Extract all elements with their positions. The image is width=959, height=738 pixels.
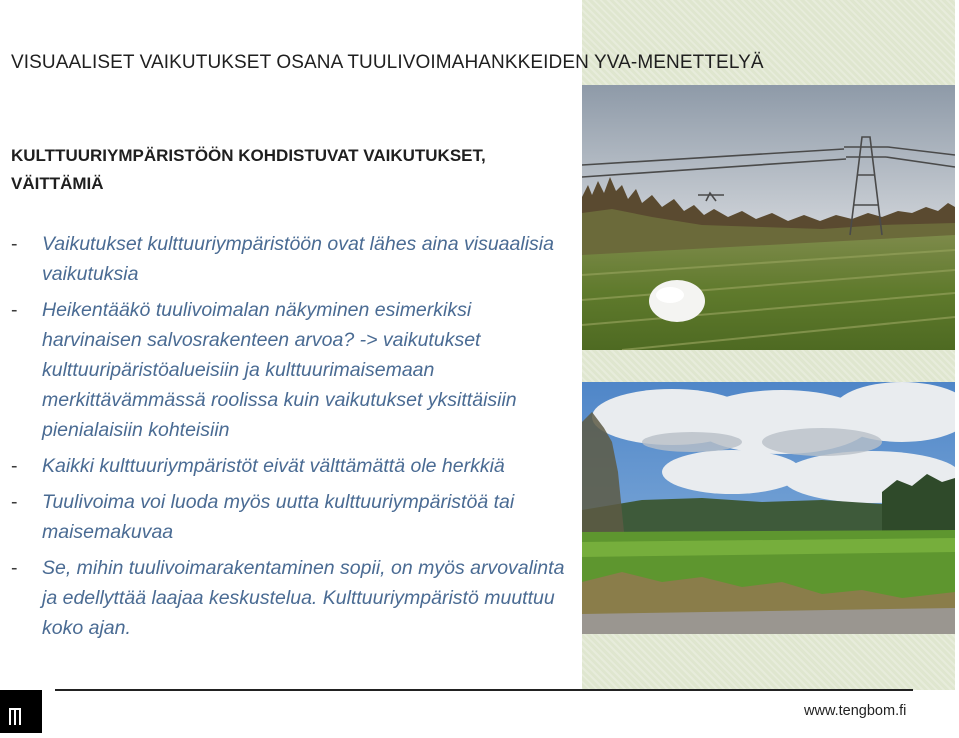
footer-divider xyxy=(55,689,913,691)
logo-mark-icon xyxy=(0,690,42,733)
bullet-list xyxy=(11,229,576,649)
footer-url: www.tengbom.fi xyxy=(804,703,907,719)
subtitle-line-2: VÄITTÄMIÄ xyxy=(11,174,104,193)
meadow-landscape-photo xyxy=(582,382,955,634)
bullet-dash: - xyxy=(11,557,18,579)
bullet-text: Heikentääkö tuulivoimalan näkyminen esimerkiksi harvinaisen salvosrakenteen arvoa? -> vaikutukset kulttuuripäristöalueisiin ja kulttuurimaisemaan merkittävämmässä roolissa kuin vaikutukset yksittäisiin pienialaisiin kohteisiin xyxy=(42,299,517,441)
tengbom-logo xyxy=(0,690,42,733)
slide-subtitle xyxy=(11,142,551,198)
bullet-item xyxy=(11,553,576,643)
bullet-text: Tuulivoima voi luoda myös uutta kulttuuriympäristöä tai maisemakuvaa xyxy=(42,491,515,543)
bullet-item xyxy=(11,295,576,445)
bullet-text: Vaikutukset kulttuuriympäristöön ovat lähes aina visuaalisia vaikutuksia xyxy=(42,233,554,285)
bullet-item xyxy=(11,451,576,481)
slide-title: VISUAALISET VAIKUTUKSET OSANA TUULIVOIMAHANKKEIDEN YVA-MENETTELYÄ xyxy=(11,52,764,73)
field-powerline-photo xyxy=(582,85,955,350)
bullet-dash: - xyxy=(11,455,18,477)
subtitle-line-1: KULTTUURIYMPÄRISTÖÖN KOHDISTUVAT VAIKUTUKSET, xyxy=(11,146,486,165)
bullet-dash: - xyxy=(11,233,18,255)
bullet-dash: - xyxy=(11,491,18,513)
bullet-item xyxy=(11,229,576,289)
bullet-item xyxy=(11,487,576,547)
bullet-dash: - xyxy=(11,299,18,321)
bullet-text: Se, mihin tuulivoimarakentaminen sopii, on myös arvovalinta ja edellyttää laajaa keskustelua. Kulttuuriympäristö muuttuu koko ajan. xyxy=(42,557,565,639)
bullet-text: Kaikki kulttuuriympäristöt eivät välttämättä ole herkkiä xyxy=(42,455,505,477)
